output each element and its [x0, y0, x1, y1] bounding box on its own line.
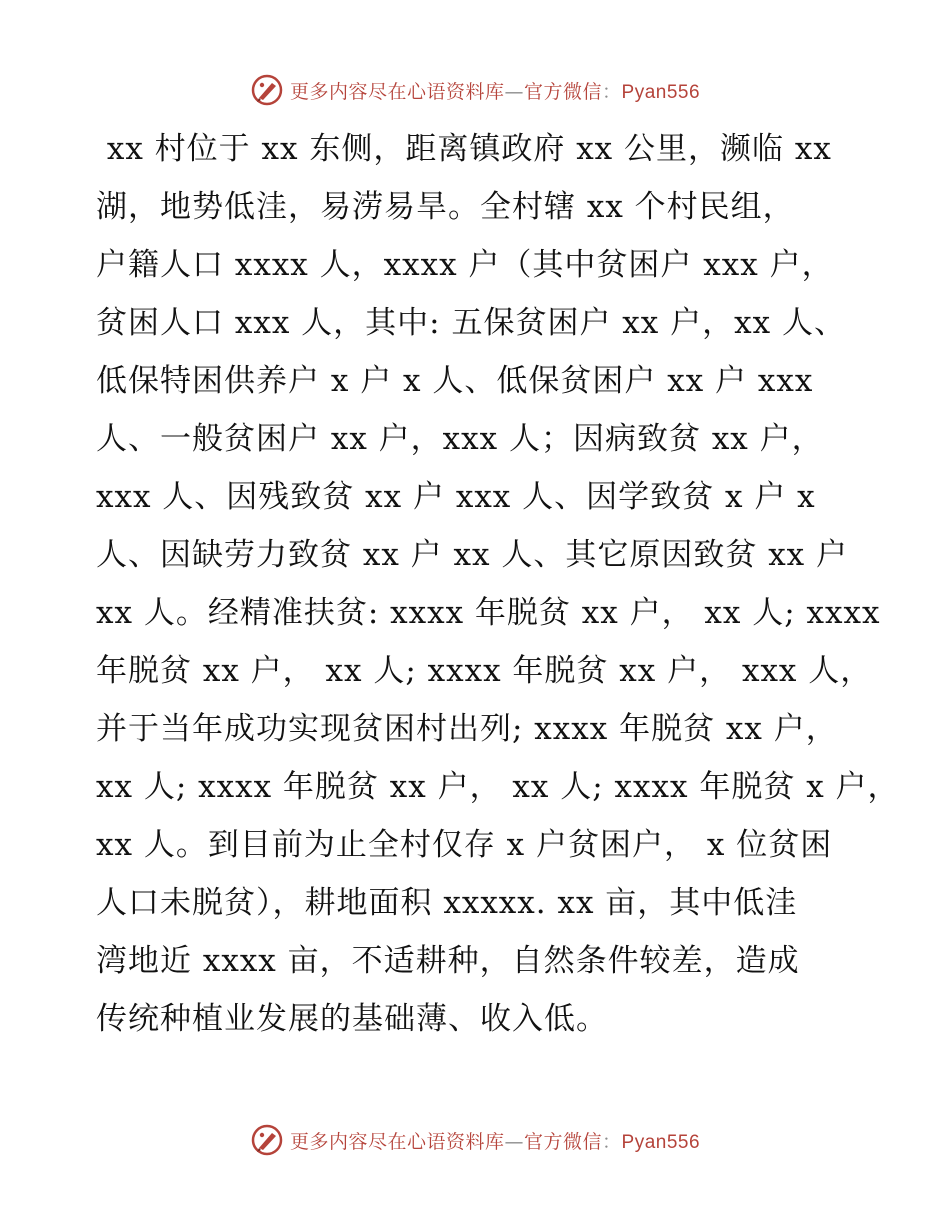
banner-wechat-label: 官方微信 — [523, 80, 602, 103]
banner-site-name: 更多内容尽在心语资料库 — [289, 1130, 505, 1153]
text-line-14: 人口未脱贫），耕地面积 xxxxx. xx 亩，其中低洼 — [96, 885, 798, 921]
text-line-10: 年脱贫 xx 户， xx 人; xxxx 年脱贫 xx 户， xxx 人， — [96, 653, 873, 689]
text-line-13: xx 人。到目前为止全村仅存 x 户贫困户， x 位贫困 — [96, 827, 833, 863]
pen-logo-icon — [250, 73, 284, 107]
text-line-2: 湖，地势低洼，易涝易旱。全村辖 xx 个村民组， — [96, 189, 795, 225]
text-line-16: 传统种植业发展的基础薄、收入低。 — [96, 1001, 608, 1037]
banner-separator: ： — [602, 80, 622, 103]
body-paragraph — [96, 120, 900, 1048]
text-line-8: 人、因缺劳力致贫 xx 户 xx 人、其它原因致贫 xx 户 — [96, 537, 849, 573]
header-banner — [0, 70, 950, 110]
banner-wechat-id: Pyan556 — [621, 81, 701, 103]
text-line-3: 户籍人口 xxxx 人，xxxx 户（其中贫困户 xxx 户， — [96, 247, 834, 283]
banner-wechat-id: Pyan556 — [621, 1131, 701, 1153]
text-line-5: 低保特困供养户 x 户 x 人、低保贫困户 xx 户 xxx — [96, 363, 814, 399]
text-line-4: 贫困人口 xxx 人，其中: 五保贫困户 xx 户，xx 人、 — [96, 305, 846, 341]
text-line-6: 人、一般贫困户 xx 户，xxx 人；因病致贫 xx 户， — [96, 421, 824, 457]
banner-site-name: 更多内容尽在心语资料库 — [289, 80, 505, 103]
banner-dash: — — [504, 80, 524, 103]
banner-wechat-label: 官方微信 — [523, 1130, 602, 1153]
footer-banner — [0, 1120, 950, 1160]
text-line-11: 并于当年成功实现贫困村出列; xxxx 年脱贫 xx 户， — [96, 711, 838, 747]
pen-logo-icon — [250, 1123, 284, 1157]
text-line-1: xx 村位于 xx 东侧，距离镇政府 xx 公里，濒临 xx — [96, 131, 832, 167]
banner-dash: — — [504, 1130, 524, 1153]
text-line-7: xxx 人、因残致贫 xx 户 xxx 人、因学致贫 x 户 x — [96, 479, 816, 515]
banner-separator: ： — [602, 1130, 622, 1153]
text-line-12: xx 人; xxxx 年脱贫 xx 户， xx 人; xxxx 年脱贫 x 户， — [96, 769, 900, 805]
text-line-9: xx 人。经精准扶贫: xxxx 年脱贫 xx 户， xx 人; xxxx — [96, 595, 881, 631]
text-line-15: 湾地近 xxxx 亩，不适耕种，自然条件较差，造成 — [96, 943, 800, 979]
